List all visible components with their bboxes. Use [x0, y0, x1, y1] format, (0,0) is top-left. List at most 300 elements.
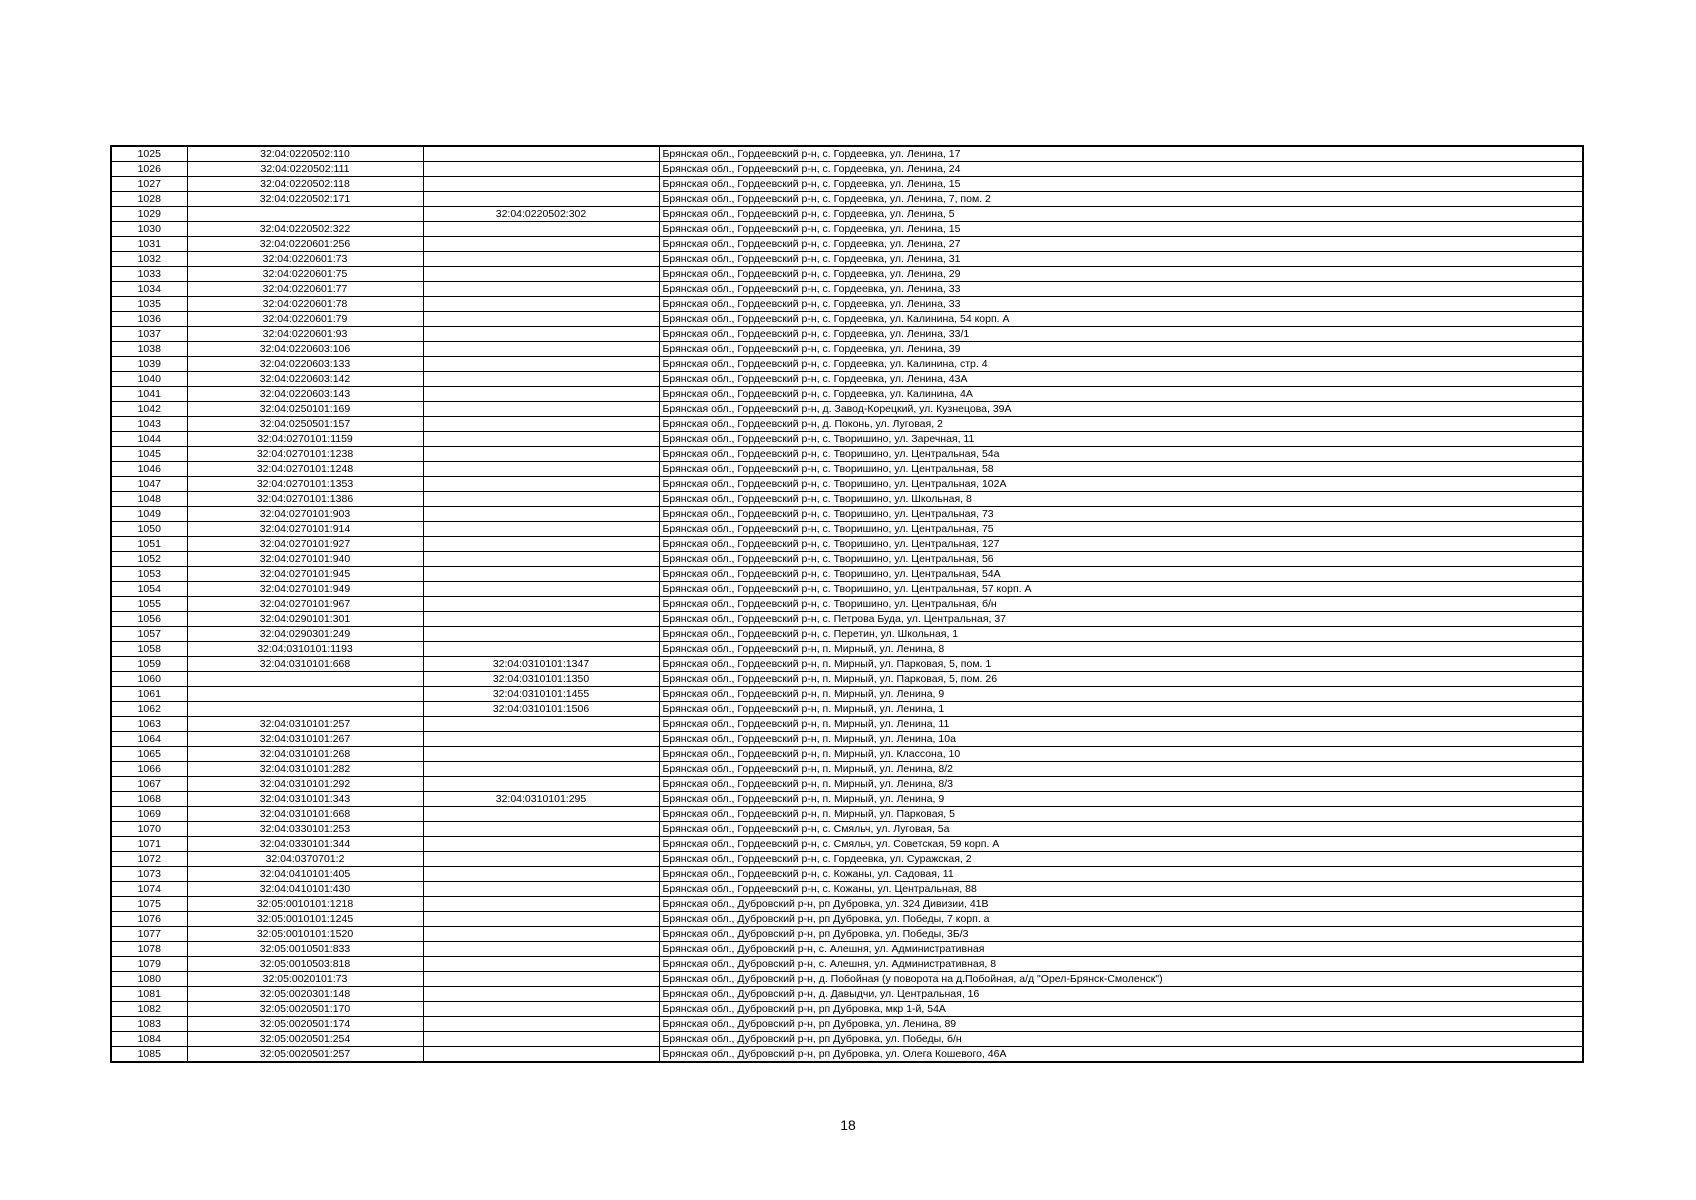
address-cell: Брянская обл., Дубровский р-н, рп Дубровка, ул. Победы, 3Б/3 [659, 927, 1583, 942]
row-number-cell: 1066 [111, 762, 187, 777]
address-cell: Брянская обл., Гордеевский р-н, с. Гордеевка, ул. Ленина, 29 [659, 267, 1583, 282]
address-cell: Брянская обл., Дубровский р-н, д. Побойная (у поворота на д.Побойная, а/д "Орел-Брянск-Смоленск") [659, 972, 1583, 987]
table-row [111, 327, 1583, 342]
premises-cadastral-number-cell [423, 267, 659, 282]
premises-cadastral-number-cell [423, 882, 659, 897]
row-number-cell: 1084 [111, 1032, 187, 1047]
row-number-cell: 1085 [111, 1047, 187, 1063]
table-row [111, 192, 1583, 207]
premises-cadastral-number-cell [423, 477, 659, 492]
address-cell: Брянская обл., Гордеевский р-н, с. Творишино, ул. Центральная, 58 [659, 462, 1583, 477]
row-number-cell: 1025 [111, 146, 187, 162]
address-cell: Брянская обл., Гордеевский р-н, с. Кожаны, ул. Центральная, 88 [659, 882, 1583, 897]
row-number-cell: 1057 [111, 627, 187, 642]
premises-cadastral-number-cell [423, 987, 659, 1002]
premises-cadastral-number-cell [423, 807, 659, 822]
cadastral-number-cell: 32:04:0310101:343 [187, 792, 423, 807]
row-number-cell: 1067 [111, 777, 187, 792]
address-cell: Брянская обл., Гордеевский р-н, с. Гордеевка, ул. Калинина, стр. 4 [659, 357, 1583, 372]
cadastral-number-cell: 32:04:0220603:133 [187, 357, 423, 372]
property-register-table [110, 145, 1584, 1063]
table-row [111, 462, 1583, 477]
cadastral-number-cell: 32:04:0250101:169 [187, 402, 423, 417]
address-cell: Брянская обл., Гордеевский р-н, с. Творишино, ул. Школьная, 8 [659, 492, 1583, 507]
address-cell: Брянская обл., Гордеевский р-н, с. Творишино, ул. Центральная, 54А [659, 567, 1583, 582]
premises-cadastral-number-cell [423, 387, 659, 402]
row-number-cell: 1036 [111, 312, 187, 327]
address-cell: Брянская обл., Гордеевский р-н, п. Мирный, ул. Ленина, 8 [659, 642, 1583, 657]
cadastral-number-cell: 32:04:0270101:927 [187, 537, 423, 552]
premises-cadastral-number-cell [423, 597, 659, 612]
row-number-cell: 1048 [111, 492, 187, 507]
address-cell: Брянская обл., Дубровский р-н, рп Дубровка, ул. 324 Дивизии, 41В [659, 897, 1583, 912]
address-cell: Брянская обл., Гордеевский р-н, с. Творишино, ул. Заречная, 11 [659, 432, 1583, 447]
address-cell: Брянская обл., Гордеевский р-н, с. Перетин, ул. Школьная, 1 [659, 627, 1583, 642]
row-number-cell: 1052 [111, 552, 187, 567]
premises-cadastral-number-cell: 32:04:0220502:302 [423, 207, 659, 222]
address-cell: Брянская обл., Гордеевский р-н, с. Гордеевка, ул. Калинина, 4А [659, 387, 1583, 402]
row-number-cell: 1054 [111, 582, 187, 597]
row-number-cell: 1069 [111, 807, 187, 822]
table-row [111, 612, 1583, 627]
premises-cadastral-number-cell [423, 417, 659, 432]
cadastral-number-cell: 32:04:0330101:253 [187, 822, 423, 837]
row-number-cell: 1063 [111, 717, 187, 732]
table-row [111, 642, 1583, 657]
table-row [111, 972, 1583, 987]
row-number-cell: 1065 [111, 747, 187, 762]
cadastral-number-cell: 32:05:0020301:148 [187, 987, 423, 1002]
premises-cadastral-number-cell [423, 642, 659, 657]
address-cell: Брянская обл., Гордеевский р-н, п. Мирный, ул. Ленина, 8/2 [659, 762, 1583, 777]
address-cell: Брянская обл., Гордеевский р-н, п. Мирный, ул. Ленина, 8/3 [659, 777, 1583, 792]
table-row [111, 687, 1583, 702]
address-cell: Брянская обл., Гордеевский р-н, с. Смяльч, ул. Советская, 59 корп. А [659, 837, 1583, 852]
row-number-cell: 1079 [111, 957, 187, 972]
premises-cadastral-number-cell [423, 357, 659, 372]
premises-cadastral-number-cell [423, 447, 659, 462]
row-number-cell: 1083 [111, 1017, 187, 1032]
address-cell: Брянская обл., Гордеевский р-н, с. Гордеевка, ул. Калинина, 54 корп. А [659, 312, 1583, 327]
cadastral-number-cell: 32:05:0010101:1245 [187, 912, 423, 927]
table-row [111, 837, 1583, 852]
address-cell: Брянская обл., Гордеевский р-н, с. Творишино, ул. Центральная, 56 [659, 552, 1583, 567]
cadastral-number-cell: 32:04:0270101:945 [187, 567, 423, 582]
table-row [111, 1032, 1583, 1047]
row-number-cell: 1042 [111, 402, 187, 417]
table-row [111, 927, 1583, 942]
premises-cadastral-number-cell [423, 912, 659, 927]
table-row [111, 267, 1583, 282]
premises-cadastral-number-cell [423, 747, 659, 762]
cadastral-number-cell: 32:04:0330101:344 [187, 837, 423, 852]
table-row [111, 747, 1583, 762]
row-number-cell: 1028 [111, 192, 187, 207]
table-row [111, 507, 1583, 522]
row-number-cell: 1062 [111, 702, 187, 717]
address-cell: Брянская обл., Гордеевский р-н, с. Гордеевка, ул. Ленина, 5 [659, 207, 1583, 222]
premises-cadastral-number-cell: 32:04:0310101:295 [423, 792, 659, 807]
table-row [111, 552, 1583, 567]
row-number-cell: 1050 [111, 522, 187, 537]
premises-cadastral-number-cell [423, 162, 659, 177]
row-number-cell: 1060 [111, 672, 187, 687]
cadastral-number-cell: 32:04:0270101:903 [187, 507, 423, 522]
cadastral-number-cell: 32:05:0020501:170 [187, 1002, 423, 1017]
cadastral-number-cell [187, 672, 423, 687]
premises-cadastral-number-cell [423, 612, 659, 627]
premises-cadastral-number-cell [423, 627, 659, 642]
row-number-cell: 1046 [111, 462, 187, 477]
address-cell: Брянская обл., Гордеевский р-н, п. Мирный, ул. Ленина, 9 [659, 687, 1583, 702]
row-number-cell: 1037 [111, 327, 187, 342]
cadastral-number-cell: 32:04:0220603:106 [187, 342, 423, 357]
address-cell: Брянская обл., Гордеевский р-н, с. Гордеевка, ул. Ленина, 31 [659, 252, 1583, 267]
table-row [111, 582, 1583, 597]
premises-cadastral-number-cell: 32:04:0310101:1455 [423, 687, 659, 702]
row-number-cell: 1061 [111, 687, 187, 702]
row-number-cell: 1033 [111, 267, 187, 282]
address-cell: Брянская обл., Гордеевский р-н, п. Мирный, ул. Парковая, 5 [659, 807, 1583, 822]
table-row [111, 297, 1583, 312]
table-row [111, 882, 1583, 897]
address-cell: Брянская обл., Гордеевский р-н, с. Гордеевка, ул. Суражская, 2 [659, 852, 1583, 867]
address-cell: Брянская обл., Гордеевский р-н, с. Гордеевка, ул. Ленина, 43А [659, 372, 1583, 387]
table-row [111, 777, 1583, 792]
cadastral-number-cell: 32:04:0220601:79 [187, 312, 423, 327]
premises-cadastral-number-cell [423, 192, 659, 207]
cadastral-number-cell: 32:04:0220601:77 [187, 282, 423, 297]
address-cell: Брянская обл., Гордеевский р-н, с. Гордеевка, ул. Ленина, 33 [659, 282, 1583, 297]
premises-cadastral-number-cell [423, 777, 659, 792]
premises-cadastral-number-cell [423, 237, 659, 252]
cadastral-number-cell [187, 207, 423, 222]
premises-cadastral-number-cell [423, 312, 659, 327]
table-row [111, 357, 1583, 372]
premises-cadastral-number-cell: 32:04:0310101:1347 [423, 657, 659, 672]
premises-cadastral-number-cell [423, 222, 659, 237]
table-row [111, 312, 1583, 327]
address-cell: Брянская обл., Гордеевский р-н, с. Творишино, ул. Центральная, 102А [659, 477, 1583, 492]
address-cell: Брянская обл., Дубровский р-н, д. Давыдчи, ул. Центральная, 16 [659, 987, 1583, 1002]
address-cell: Брянская обл., Дубровский р-н, рп Дубровка, ул. Победы, б/н [659, 1032, 1583, 1047]
table-row [111, 387, 1583, 402]
address-cell: Брянская обл., Дубровский р-н, рп Дубровка, ул. Олега Кошевого, 46А [659, 1047, 1583, 1063]
cadastral-number-cell: 32:04:0220601:73 [187, 252, 423, 267]
table-row [111, 867, 1583, 882]
row-number-cell: 1049 [111, 507, 187, 522]
address-cell: Брянская обл., Гордеевский р-н, п. Мирный, ул. Классона, 10 [659, 747, 1583, 762]
address-cell: Брянская обл., Гордеевский р-н, п. Мирный, ул. Ленина, 9 [659, 792, 1583, 807]
address-cell: Брянская обл., Дубровский р-н, рп Дубровка, ул. Победы, 7 корп. а [659, 912, 1583, 927]
row-number-cell: 1035 [111, 297, 187, 312]
cadastral-number-cell: 32:05:0010101:1520 [187, 927, 423, 942]
cadastral-number-cell: 32:04:0220502:110 [187, 146, 423, 162]
address-cell: Брянская обл., Гордеевский р-н, с. Петрова Буда, ул. Центральная, 37 [659, 612, 1583, 627]
premises-cadastral-number-cell [423, 552, 659, 567]
premises-cadastral-number-cell: 32:04:0310101:1506 [423, 702, 659, 717]
cadastral-number-cell: 32:04:0220603:143 [187, 387, 423, 402]
table-row [111, 342, 1583, 357]
row-number-cell: 1058 [111, 642, 187, 657]
premises-cadastral-number-cell [423, 402, 659, 417]
premises-cadastral-number-cell [423, 177, 659, 192]
cadastral-number-cell: 32:04:0310101:668 [187, 657, 423, 672]
row-number-cell: 1075 [111, 897, 187, 912]
cadastral-number-cell: 32:04:0270101:1248 [187, 462, 423, 477]
row-number-cell: 1056 [111, 612, 187, 627]
row-number-cell: 1041 [111, 387, 187, 402]
row-number-cell: 1040 [111, 372, 187, 387]
cadastral-number-cell: 32:04:0220502:118 [187, 177, 423, 192]
premises-cadastral-number-cell [423, 342, 659, 357]
row-number-cell: 1047 [111, 477, 187, 492]
table-row [111, 957, 1583, 972]
address-cell: Брянская обл., Гордеевский р-н, с. Творишино, ул. Центральная, 54а [659, 447, 1583, 462]
premises-cadastral-number-cell [423, 1032, 659, 1047]
cadastral-number-cell: 32:04:0220601:75 [187, 267, 423, 282]
address-cell: Брянская обл., Гордеевский р-н, с. Гордеевка, ул. Ленина, 39 [659, 342, 1583, 357]
cadastral-number-cell: 32:05:0010501:833 [187, 942, 423, 957]
address-cell: Брянская обл., Гордеевский р-н, с. Кожаны, ул. Садовая, 11 [659, 867, 1583, 882]
row-number-cell: 1077 [111, 927, 187, 942]
table-row [111, 432, 1583, 447]
row-number-cell: 1039 [111, 357, 187, 372]
row-number-cell: 1027 [111, 177, 187, 192]
premises-cadastral-number-cell [423, 282, 659, 297]
row-number-cell: 1045 [111, 447, 187, 462]
cadastral-number-cell [187, 702, 423, 717]
table-row [111, 852, 1583, 867]
cadastral-number-cell: 32:05:0020101:73 [187, 972, 423, 987]
row-number-cell: 1034 [111, 282, 187, 297]
row-number-cell: 1038 [111, 342, 187, 357]
row-number-cell: 1064 [111, 732, 187, 747]
premises-cadastral-number-cell [423, 327, 659, 342]
cadastral-number-cell: 32:05:0010101:1218 [187, 897, 423, 912]
row-number-cell: 1030 [111, 222, 187, 237]
cadastral-number-cell: 32:04:0270101:949 [187, 582, 423, 597]
cadastral-number-cell: 32:04:0410101:430 [187, 882, 423, 897]
row-number-cell: 1073 [111, 867, 187, 882]
table-row [111, 237, 1583, 252]
premises-cadastral-number-cell [423, 897, 659, 912]
premises-cadastral-number-cell [423, 927, 659, 942]
table-row [111, 222, 1583, 237]
premises-cadastral-number-cell [423, 837, 659, 852]
premises-cadastral-number-cell [423, 492, 659, 507]
cadastral-number-cell: 32:04:0310101:267 [187, 732, 423, 747]
row-number-cell: 1074 [111, 882, 187, 897]
premises-cadastral-number-cell: 32:04:0310101:1350 [423, 672, 659, 687]
address-cell: Брянская обл., Гордеевский р-н, с. Гордеевка, ул. Ленина, 33/1 [659, 327, 1583, 342]
table-row [111, 987, 1583, 1002]
row-number-cell: 1051 [111, 537, 187, 552]
row-number-cell: 1055 [111, 597, 187, 612]
row-number-cell: 1043 [111, 417, 187, 432]
table-row [111, 402, 1583, 417]
cadastral-number-cell: 32:04:0220601:256 [187, 237, 423, 252]
address-cell: Брянская обл., Гордеевский р-н, с. Гордеевка, ул. Ленина, 15 [659, 177, 1583, 192]
premises-cadastral-number-cell [423, 252, 659, 267]
table-row [111, 1002, 1583, 1017]
cadastral-number-cell: 32:04:0310101:668 [187, 807, 423, 822]
premises-cadastral-number-cell [423, 372, 659, 387]
address-cell: Брянская обл., Гордеевский р-н, п. Мирный, ул. Парковая, 5, пом. 1 [659, 657, 1583, 672]
row-number-cell: 1081 [111, 987, 187, 1002]
premises-cadastral-number-cell [423, 972, 659, 987]
table-row [111, 162, 1583, 177]
page-number: 18 [840, 1117, 856, 1133]
table-row [111, 717, 1583, 732]
table-row [111, 912, 1583, 927]
address-cell: Брянская обл., Гордеевский р-н, д. Завод-Корецкий, ул. Кузнецова, 39А [659, 402, 1583, 417]
table-row [111, 597, 1583, 612]
table-row [111, 942, 1583, 957]
table-row [111, 657, 1583, 672]
cadastral-number-cell: 32:04:0220502:111 [187, 162, 423, 177]
premises-cadastral-number-cell [423, 942, 659, 957]
table-row [111, 447, 1583, 462]
cadastral-number-cell: 32:04:0270101:1238 [187, 447, 423, 462]
address-cell: Брянская обл., Гордеевский р-н, с. Творишино, ул. Центральная, 75 [659, 522, 1583, 537]
address-cell: Брянская обл., Гордеевский р-н, с. Творишино, ул. Центральная, 57 корп. А [659, 582, 1583, 597]
cadastral-number-cell: 32:04:0410101:405 [187, 867, 423, 882]
cadastral-number-cell: 32:04:0220601:93 [187, 327, 423, 342]
cadastral-number-cell: 32:04:0270101:940 [187, 552, 423, 567]
address-cell: Брянская обл., Гордеевский р-н, с. Гордеевка, ул. Ленина, 7, пом. 2 [659, 192, 1583, 207]
cadastral-number-cell: 32:04:0220502:171 [187, 192, 423, 207]
address-cell: Брянская обл., Гордеевский р-н, с. Гордеевка, ул. Ленина, 27 [659, 237, 1583, 252]
cadastral-number-cell: 32:04:0250501:157 [187, 417, 423, 432]
premises-cadastral-number-cell [423, 957, 659, 972]
table-row [111, 146, 1583, 162]
premises-cadastral-number-cell [423, 537, 659, 552]
cadastral-number-cell [187, 687, 423, 702]
row-number-cell: 1031 [111, 237, 187, 252]
premises-cadastral-number-cell [423, 567, 659, 582]
address-cell: Брянская обл., Гордеевский р-н, с. Гордеевка, ул. Ленина, 24 [659, 162, 1583, 177]
table-row [111, 897, 1583, 912]
cadastral-number-cell: 32:04:0220502:322 [187, 222, 423, 237]
address-cell: Брянская обл., Гордеевский р-н, с. Гордеевка, ул. Ленина, 17 [659, 146, 1583, 162]
table-row [111, 762, 1583, 777]
cadastral-number-cell: 32:04:0220603:142 [187, 372, 423, 387]
address-cell: Брянская обл., Гордеевский р-н, с. Творишино, ул. Центральная, б/н [659, 597, 1583, 612]
premises-cadastral-number-cell [423, 582, 659, 597]
table-row [111, 522, 1583, 537]
premises-cadastral-number-cell [423, 867, 659, 882]
premises-cadastral-number-cell [423, 432, 659, 447]
address-cell: Брянская обл., Гордеевский р-н, п. Мирный, ул. Ленина, 10а [659, 732, 1583, 747]
table-row [111, 1017, 1583, 1032]
table-row [111, 732, 1583, 747]
address-cell: Брянская обл., Дубровский р-н, с. Алешня, ул. Административная, 8 [659, 957, 1583, 972]
table-row [111, 372, 1583, 387]
table-row [111, 177, 1583, 192]
cadastral-number-cell: 32:04:0310101:292 [187, 777, 423, 792]
row-number-cell: 1082 [111, 1002, 187, 1017]
cadastral-number-cell: 32:04:0370701:2 [187, 852, 423, 867]
premises-cadastral-number-cell [423, 822, 659, 837]
row-number-cell: 1071 [111, 837, 187, 852]
premises-cadastral-number-cell [423, 852, 659, 867]
row-number-cell: 1072 [111, 852, 187, 867]
premises-cadastral-number-cell [423, 507, 659, 522]
table-row [111, 252, 1583, 267]
cadastral-number-cell: 32:04:0220601:78 [187, 297, 423, 312]
table-row [111, 537, 1583, 552]
cadastral-number-cell: 32:04:0270101:967 [187, 597, 423, 612]
premises-cadastral-number-cell [423, 1017, 659, 1032]
address-cell: Брянская обл., Гордеевский р-н, п. Мирный, ул. Ленина, 1 [659, 702, 1583, 717]
premises-cadastral-number-cell [423, 1002, 659, 1017]
row-number-cell: 1078 [111, 942, 187, 957]
row-number-cell: 1053 [111, 567, 187, 582]
row-number-cell: 1080 [111, 972, 187, 987]
address-cell: Брянская обл., Дубровский р-н, рп Дубровка, мкр 1-й, 54А [659, 1002, 1583, 1017]
cadastral-number-cell: 32:05:0020501:254 [187, 1032, 423, 1047]
register-table-body [111, 146, 1583, 1062]
table-row [111, 417, 1583, 432]
address-cell: Брянская обл., Дубровский р-н, рп Дубровка, ул. Ленина, 89 [659, 1017, 1583, 1032]
cadastral-number-cell: 32:04:0310101:268 [187, 747, 423, 762]
cadastral-number-cell: 32:05:0010503:818 [187, 957, 423, 972]
premises-cadastral-number-cell [423, 146, 659, 162]
premises-cadastral-number-cell [423, 462, 659, 477]
cadastral-number-cell: 32:04:0290101:301 [187, 612, 423, 627]
table-row [111, 807, 1583, 822]
table-row [111, 672, 1583, 687]
address-cell: Брянская обл., Гордеевский р-н, д. Поконь, ул. Луговая, 2 [659, 417, 1583, 432]
address-cell: Брянская обл., Гордеевский р-н, п. Мирный, ул. Ленина, 11 [659, 717, 1583, 732]
row-number-cell: 1059 [111, 657, 187, 672]
table-row [111, 282, 1583, 297]
cadastral-number-cell: 32:04:0310101:257 [187, 717, 423, 732]
cadastral-number-cell: 32:04:0270101:1353 [187, 477, 423, 492]
table-row [111, 567, 1583, 582]
premises-cadastral-number-cell [423, 762, 659, 777]
cadastral-number-cell: 32:05:0020501:174 [187, 1017, 423, 1032]
table-row [111, 627, 1583, 642]
cadastral-number-cell: 32:04:0270101:1159 [187, 432, 423, 447]
premises-cadastral-number-cell [423, 1047, 659, 1063]
address-cell: Брянская обл., Гордеевский р-н, с. Творишино, ул. Центральная, 73 [659, 507, 1583, 522]
row-number-cell: 1076 [111, 912, 187, 927]
cadastral-number-cell: 32:04:0310101:1193 [187, 642, 423, 657]
table-row [111, 477, 1583, 492]
row-number-cell: 1026 [111, 162, 187, 177]
table-row [111, 822, 1583, 837]
table-row [111, 702, 1583, 717]
address-cell: Брянская обл., Дубровский р-н, с. Алешня, ул. Административная [659, 942, 1583, 957]
premises-cadastral-number-cell [423, 717, 659, 732]
cadastral-number-cell: 32:04:0270101:1386 [187, 492, 423, 507]
table-row [111, 207, 1583, 222]
address-cell: Брянская обл., Гордеевский р-н, с. Гордеевка, ул. Ленина, 15 [659, 222, 1583, 237]
row-number-cell: 1029 [111, 207, 187, 222]
address-cell: Брянская обл., Гордеевский р-н, с. Смяльч, ул. Луговая, 5а [659, 822, 1583, 837]
row-number-cell: 1068 [111, 792, 187, 807]
cadastral-number-cell: 32:05:0020501:257 [187, 1047, 423, 1063]
table-row [111, 492, 1583, 507]
premises-cadastral-number-cell [423, 732, 659, 747]
premises-cadastral-number-cell [423, 522, 659, 537]
address-cell: Брянская обл., Гордеевский р-н, с. Гордеевка, ул. Ленина, 33 [659, 297, 1583, 312]
cadastral-number-cell: 32:04:0270101:914 [187, 522, 423, 537]
row-number-cell: 1032 [111, 252, 187, 267]
table-row [111, 792, 1583, 807]
